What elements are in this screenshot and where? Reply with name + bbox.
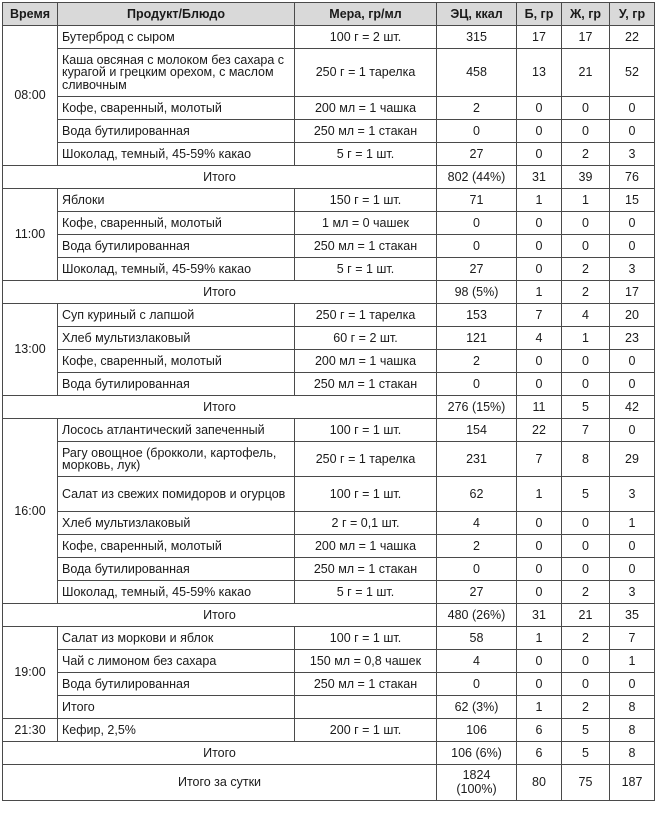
product-cell: Салат из свежих помидоров и огурцов (58, 477, 295, 512)
total-fat: 2 (562, 281, 610, 304)
carbs-cell: 52 (610, 49, 655, 97)
carbs-cell: 0 (610, 535, 655, 558)
fat-cell: 0 (562, 535, 610, 558)
protein-cell: 0 (517, 235, 562, 258)
fat-cell: 0 (562, 373, 610, 396)
carbs-cell: 20 (610, 304, 655, 327)
fat-cell: 0 (562, 673, 610, 696)
table-row (3, 535, 655, 558)
total-energy: 802 (44%) (437, 166, 517, 189)
meal-time: 11:00 (3, 189, 58, 281)
product-cell: Каша овсяная с молоком без сахара с курагой и грецким орехом, с маслом сливочным (58, 49, 295, 97)
product-cell: Лосось атлантический запеченный (58, 419, 295, 442)
product-cell: Вода бутилированная (58, 120, 295, 143)
measure-cell: 60 г = 2 шт. (295, 327, 437, 350)
energy-cell: 27 (437, 143, 517, 166)
measure-cell: 250 мл = 1 стакан (295, 373, 437, 396)
measure-cell: 200 мл = 1 чашка (295, 350, 437, 373)
total-carbs: 8 (610, 696, 655, 719)
total-energy: 98 (5%) (437, 281, 517, 304)
fat-cell: 1 (562, 189, 610, 212)
fat-cell: 0 (562, 650, 610, 673)
total-label: Итого (3, 742, 437, 765)
measure-cell: 5 г = 1 шт. (295, 143, 437, 166)
table-row (3, 49, 655, 97)
energy-cell: 458 (437, 49, 517, 97)
table-row (3, 442, 655, 477)
energy-cell: 0 (437, 120, 517, 143)
total-carbs: 17 (610, 281, 655, 304)
fat-cell: 2 (562, 627, 610, 650)
protein-cell: 0 (517, 512, 562, 535)
protein-cell: 0 (517, 373, 562, 396)
protein-cell: 0 (517, 673, 562, 696)
energy-cell: 58 (437, 627, 517, 650)
product-cell: Шоколад, темный, 45-59% какао (58, 143, 295, 166)
energy-cell: 62 (437, 477, 517, 512)
measure-cell: 1 мл = 0 чашек (295, 212, 437, 235)
table-row (3, 419, 655, 442)
carbs-cell: 3 (610, 581, 655, 604)
measure-cell: 150 г = 1 шт. (295, 189, 437, 212)
total-row (3, 604, 655, 627)
measure-cell: 200 мл = 1 чашка (295, 97, 437, 120)
product-cell: Вода бутилированная (58, 558, 295, 581)
product-cell: Шоколад, темный, 45-59% какао (58, 258, 295, 281)
table-row (3, 212, 655, 235)
product-cell: Чай с лимоном без сахара (58, 650, 295, 673)
total-energy: 276 (15%) (437, 396, 517, 419)
carbs-cell: 3 (610, 143, 655, 166)
table-row (3, 581, 655, 604)
fat-cell: 1 (562, 327, 610, 350)
day-total-fat: 75 (562, 765, 610, 801)
energy-cell: 153 (437, 304, 517, 327)
meal-time: 19:00 (3, 627, 58, 719)
carbs-cell: 23 (610, 327, 655, 350)
table-row (3, 235, 655, 258)
measure-cell: 5 г = 1 шт. (295, 258, 437, 281)
fat-cell: 17 (562, 26, 610, 49)
table-row (3, 120, 655, 143)
meal-time: 16:00 (3, 419, 58, 604)
energy-cell: 71 (437, 189, 517, 212)
measure-cell: 250 мл = 1 стакан (295, 673, 437, 696)
measure-cell: 250 мл = 1 стакан (295, 120, 437, 143)
carbs-cell: 3 (610, 477, 655, 512)
total-carbs: 76 (610, 166, 655, 189)
table-row (3, 258, 655, 281)
total-energy: 106 (6%) (437, 742, 517, 765)
energy-cell: 231 (437, 442, 517, 477)
total-label: Итого (58, 696, 295, 719)
total-row (3, 281, 655, 304)
table-row (3, 26, 655, 49)
fat-cell: 0 (562, 350, 610, 373)
fat-cell: 7 (562, 419, 610, 442)
table-row (3, 673, 655, 696)
fat-cell: 0 (562, 512, 610, 535)
total-carbs: 8 (610, 742, 655, 765)
total-fat: 5 (562, 396, 610, 419)
energy-cell: 2 (437, 350, 517, 373)
carbs-cell: 7 (610, 627, 655, 650)
measure-cell: 5 г = 1 шт. (295, 581, 437, 604)
total-fat: 21 (562, 604, 610, 627)
table-row (3, 477, 655, 512)
total-row (3, 396, 655, 419)
carbs-cell: 8 (610, 719, 655, 742)
protein-cell: 0 (517, 581, 562, 604)
day-total-energy-value: 1824 (100%) (456, 767, 497, 796)
product-cell: Хлеб мультизлаковый (58, 327, 295, 350)
fat-cell: 4 (562, 304, 610, 327)
carbs-cell: 0 (610, 235, 655, 258)
energy-cell: 4 (437, 650, 517, 673)
table-row (3, 350, 655, 373)
product-cell: Салат из моркови и яблок (58, 627, 295, 650)
day-total-carbs: 187 (610, 765, 655, 801)
meal-time: 13:00 (3, 304, 58, 396)
total-protein: 6 (517, 742, 562, 765)
total-label: Итого (3, 604, 437, 627)
product-cell: Вода бутилированная (58, 373, 295, 396)
total-fat: 39 (562, 166, 610, 189)
total-row (3, 696, 655, 719)
product-cell: Кофе, сваренный, молотый (58, 97, 295, 120)
protein-cell: 0 (517, 558, 562, 581)
table-row (3, 558, 655, 581)
total-carbs: 35 (610, 604, 655, 627)
product-cell: Яблоки (58, 189, 295, 212)
total-energy: 62 (3%) (437, 696, 517, 719)
carbs-cell: 15 (610, 189, 655, 212)
carbs-cell: 22 (610, 26, 655, 49)
product-cell: Шоколад, темный, 45-59% какао (58, 581, 295, 604)
table-row (3, 650, 655, 673)
measure-cell: 250 мл = 1 стакан (295, 558, 437, 581)
table-row (3, 373, 655, 396)
fat-cell: 0 (562, 120, 610, 143)
energy-cell: 2 (437, 535, 517, 558)
product-cell: Бутерброд с сыром (58, 26, 295, 49)
carbs-cell: 0 (610, 558, 655, 581)
protein-cell: 22 (517, 419, 562, 442)
energy-cell: 154 (437, 419, 517, 442)
protein-cell: 1 (517, 627, 562, 650)
energy-cell: 0 (437, 558, 517, 581)
header-carbs: У, гр (610, 3, 655, 26)
fat-cell: 2 (562, 258, 610, 281)
protein-cell: 0 (517, 143, 562, 166)
carbs-cell: 0 (610, 373, 655, 396)
measure-cell: 100 г = 1 шт. (295, 477, 437, 512)
header-product: Продукт/Блюдо (58, 3, 295, 26)
energy-cell: 27 (437, 581, 517, 604)
total-label: Итого (3, 396, 437, 419)
carbs-cell: 0 (610, 419, 655, 442)
fat-cell: 0 (562, 558, 610, 581)
measure-cell: 100 г = 1 шт. (295, 627, 437, 650)
day-total-row (3, 765, 655, 801)
fat-cell: 0 (562, 212, 610, 235)
measure-cell (295, 696, 437, 719)
fat-cell: 2 (562, 581, 610, 604)
nutrition-table (2, 2, 655, 801)
protein-cell: 1 (517, 477, 562, 512)
header-energy: ЭЦ, ккал (437, 3, 517, 26)
carbs-cell: 0 (610, 120, 655, 143)
carbs-cell: 0 (610, 350, 655, 373)
energy-cell: 106 (437, 719, 517, 742)
table-row (3, 327, 655, 350)
day-total-energy (437, 765, 517, 801)
carbs-cell: 1 (610, 512, 655, 535)
protein-cell: 6 (517, 719, 562, 742)
protein-cell: 0 (517, 350, 562, 373)
protein-cell: 0 (517, 258, 562, 281)
product-cell: Кофе, сваренный, молотый (58, 350, 295, 373)
total-carbs: 42 (610, 396, 655, 419)
energy-cell: 0 (437, 373, 517, 396)
table-row (3, 189, 655, 212)
product-cell: Вода бутилированная (58, 673, 295, 696)
total-label: Итого (3, 166, 437, 189)
measure-cell: 250 г = 1 тарелка (295, 304, 437, 327)
carbs-cell: 0 (610, 212, 655, 235)
measure-cell: 200 г = 1 шт. (295, 719, 437, 742)
energy-cell: 0 (437, 212, 517, 235)
measure-cell: 250 г = 1 тарелка (295, 442, 437, 477)
product-cell: Кофе, сваренный, молотый (58, 212, 295, 235)
fat-cell: 5 (562, 477, 610, 512)
header-protein: Б, гр (517, 3, 562, 26)
measure-cell: 250 мл = 1 стакан (295, 235, 437, 258)
total-fat: 2 (562, 696, 610, 719)
energy-cell: 0 (437, 235, 517, 258)
protein-cell: 13 (517, 49, 562, 97)
day-total-label: Итого за сутки (3, 765, 437, 801)
product-cell: Кофе, сваренный, молотый (58, 535, 295, 558)
header-measure: Мера, гр/мл (295, 3, 437, 26)
protein-cell: 0 (517, 120, 562, 143)
energy-cell: 27 (437, 258, 517, 281)
header-row (3, 3, 655, 26)
measure-cell: 250 г = 1 тарелка (295, 49, 437, 97)
energy-cell: 315 (437, 26, 517, 49)
protein-cell: 0 (517, 535, 562, 558)
carbs-cell: 3 (610, 258, 655, 281)
product-cell: Суп куриный с лапшой (58, 304, 295, 327)
measure-cell: 100 г = 2 шт. (295, 26, 437, 49)
total-label: Итого (3, 281, 437, 304)
protein-cell: 4 (517, 327, 562, 350)
table-row (3, 719, 655, 742)
measure-cell: 2 г = 0,1 шт. (295, 512, 437, 535)
measure-cell: 200 мл = 1 чашка (295, 535, 437, 558)
energy-cell: 0 (437, 673, 517, 696)
product-cell: Кефир, 2,5% (58, 719, 295, 742)
total-row (3, 166, 655, 189)
energy-cell: 121 (437, 327, 517, 350)
table-row (3, 304, 655, 327)
meal-time: 21:30 (3, 719, 58, 742)
table-row (3, 97, 655, 120)
carbs-cell: 29 (610, 442, 655, 477)
fat-cell: 2 (562, 143, 610, 166)
protein-cell: 0 (517, 212, 562, 235)
total-protein: 31 (517, 166, 562, 189)
fat-cell: 8 (562, 442, 610, 477)
protein-cell: 17 (517, 26, 562, 49)
energy-cell: 2 (437, 97, 517, 120)
header-time: Время (3, 3, 58, 26)
total-protein: 1 (517, 281, 562, 304)
protein-cell: 7 (517, 304, 562, 327)
carbs-cell: 0 (610, 97, 655, 120)
carbs-cell: 1 (610, 650, 655, 673)
protein-cell: 0 (517, 97, 562, 120)
product-cell: Рагу овощное (брокколи, картофель, морковь, лук) (58, 442, 295, 477)
total-fat: 5 (562, 742, 610, 765)
fat-cell: 0 (562, 97, 610, 120)
fat-cell: 0 (562, 235, 610, 258)
table-row (3, 512, 655, 535)
protein-cell: 7 (517, 442, 562, 477)
total-row (3, 742, 655, 765)
protein-cell: 1 (517, 189, 562, 212)
carbs-cell: 0 (610, 673, 655, 696)
table-row (3, 627, 655, 650)
total-energy: 480 (26%) (437, 604, 517, 627)
fat-cell: 21 (562, 49, 610, 97)
measure-cell: 100 г = 1 шт. (295, 419, 437, 442)
day-total-protein: 80 (517, 765, 562, 801)
header-fat: Ж, гр (562, 3, 610, 26)
product-cell: Вода бутилированная (58, 235, 295, 258)
protein-cell: 0 (517, 650, 562, 673)
total-protein: 11 (517, 396, 562, 419)
product-cell: Хлеб мультизлаковый (58, 512, 295, 535)
energy-cell: 4 (437, 512, 517, 535)
fat-cell: 5 (562, 719, 610, 742)
meal-time: 08:00 (3, 26, 58, 166)
measure-cell: 150 мл = 0,8 чашек (295, 650, 437, 673)
total-protein: 31 (517, 604, 562, 627)
total-protein: 1 (517, 696, 562, 719)
table-row (3, 143, 655, 166)
